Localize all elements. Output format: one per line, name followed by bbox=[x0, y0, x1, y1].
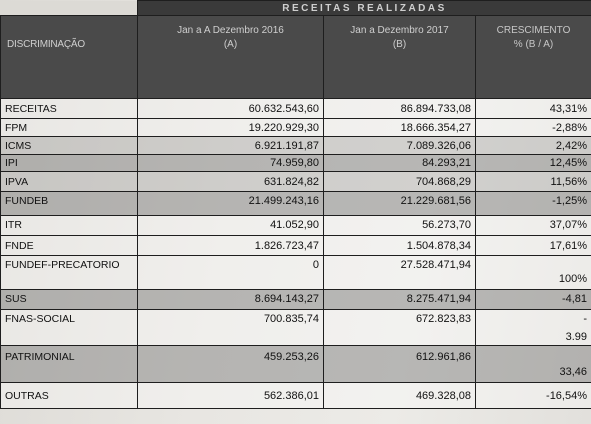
row-label: IPVA bbox=[1, 172, 138, 192]
value-2017: 672.823,83 bbox=[324, 310, 476, 346]
table-row bbox=[1, 216, 591, 236]
header-col-b-period: Jan a Dezembro 2017 bbox=[350, 25, 449, 36]
title-blank-cell bbox=[1, 1, 138, 16]
growth-value: -2,88% bbox=[476, 119, 591, 137]
table-row bbox=[1, 346, 591, 383]
growth-value: 2,42% bbox=[476, 137, 591, 155]
header-col-a-period: Jan a A Dezembro 2016 bbox=[177, 25, 284, 36]
row-label: PATRIMONIAL bbox=[1, 346, 138, 383]
growth-value: -1,25% bbox=[476, 192, 591, 216]
value-2017: 469.328,08 bbox=[324, 383, 476, 409]
header-col-a-letter: (A) bbox=[223, 39, 238, 50]
value-2017: 7.089.326,06 bbox=[324, 137, 476, 155]
value-2017: 8.275.471,94 bbox=[324, 290, 476, 310]
table-row bbox=[1, 383, 591, 409]
header-col-b-letter: (B) bbox=[392, 39, 407, 50]
growth-value: -16,54% bbox=[476, 383, 591, 409]
header-col-b bbox=[324, 16, 476, 99]
header-growth-title: CRESCIMENTO bbox=[496, 25, 571, 36]
growth-value: 11,56% bbox=[476, 172, 591, 192]
growth-value: 37,07% bbox=[476, 216, 591, 236]
header-growth bbox=[476, 16, 591, 99]
table-row bbox=[1, 192, 591, 216]
table-title: RECEITAS REALIZADAS bbox=[138, 1, 591, 16]
value-2016: 19.220.929,30 bbox=[138, 119, 324, 137]
row-label: FUNDEB bbox=[1, 192, 138, 216]
value-2017: 612.961,86 bbox=[324, 346, 476, 383]
value-2017: 27.528.471,94 bbox=[324, 256, 476, 290]
table-row bbox=[1, 137, 591, 155]
growth-number: 3.99 bbox=[565, 331, 588, 343]
row-label: RECEITAS bbox=[1, 99, 138, 119]
row-label: FNDE bbox=[1, 236, 138, 256]
value-2016: 60.632.543,60 bbox=[138, 99, 324, 119]
value-2016: 41.052,90 bbox=[138, 216, 324, 236]
header-discriminacao: DISCRIMINAÇÃO bbox=[1, 16, 138, 99]
table-row bbox=[1, 119, 591, 137]
value-2017: 56.273,70 bbox=[324, 216, 476, 236]
table-row bbox=[1, 172, 591, 192]
row-label: SUS bbox=[1, 290, 138, 310]
row-label: ITR bbox=[1, 216, 138, 236]
value-2017: 704.868,29 bbox=[324, 172, 476, 192]
value-2016: 700.835,74 bbox=[138, 310, 324, 346]
value-2017: 18.666.354,27 bbox=[324, 119, 476, 137]
value-2017: 86.894.733,08 bbox=[324, 99, 476, 119]
header-growth-formula: % (B / A) bbox=[513, 39, 554, 50]
growth-value: 100% bbox=[476, 256, 591, 290]
table-row bbox=[1, 155, 591, 172]
value-2016: 21.499.243,16 bbox=[138, 192, 324, 216]
row-label: FPM bbox=[1, 119, 138, 137]
value-2016: 74.959,80 bbox=[138, 155, 324, 172]
growth-value: 43,31% bbox=[476, 99, 591, 119]
value-2016: 631.824,82 bbox=[138, 172, 324, 192]
value-2017: 21.229.681,56 bbox=[324, 192, 476, 216]
growth-value: -4,81 bbox=[476, 290, 591, 310]
value-2017: 84.293,21 bbox=[324, 155, 476, 172]
growth-value bbox=[476, 310, 591, 346]
growth-value: 33,46 bbox=[476, 346, 591, 383]
value-2016: 1.826.723,47 bbox=[138, 236, 324, 256]
growth-value: 12,45% bbox=[476, 155, 591, 172]
value-2016: 459.253,26 bbox=[138, 346, 324, 383]
table-row bbox=[1, 290, 591, 310]
value-2016: 8.694.143,27 bbox=[138, 290, 324, 310]
table-row bbox=[1, 256, 591, 290]
value-2017: 1.504.878,34 bbox=[324, 236, 476, 256]
header-col-a bbox=[138, 16, 324, 99]
value-2016: 0 bbox=[138, 256, 324, 290]
row-label: FNAS-SOCIAL bbox=[1, 310, 138, 346]
row-label: OUTRAS bbox=[1, 383, 138, 409]
row-label: ICMS bbox=[1, 137, 138, 155]
title-row bbox=[1, 1, 591, 16]
value-2016: 562.386,01 bbox=[138, 383, 324, 409]
row-label: FUNDEF-PRECATORIO bbox=[1, 256, 138, 290]
table-row bbox=[1, 310, 591, 346]
table-row bbox=[1, 99, 591, 119]
value-2016: 6.921.191,87 bbox=[138, 137, 324, 155]
growth-value: 17,61% bbox=[476, 236, 591, 256]
growth-sign: - bbox=[583, 313, 588, 325]
table-row bbox=[1, 236, 591, 256]
header-row bbox=[1, 16, 591, 99]
row-label: IPI bbox=[1, 155, 138, 172]
